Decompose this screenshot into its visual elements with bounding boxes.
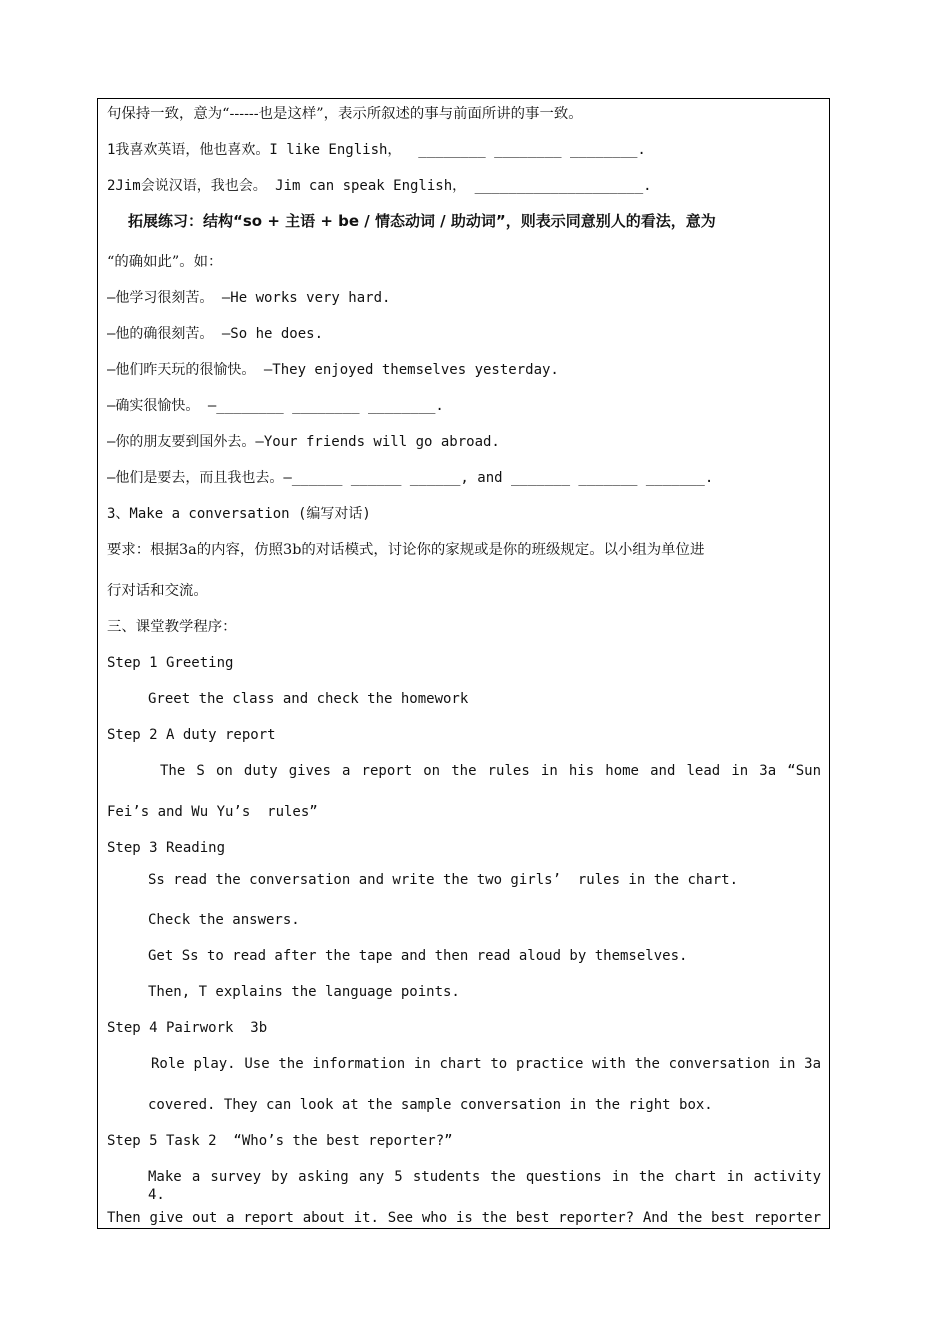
dialogue-line-3: —他们昨天玩的很愉快。 —They enjoyed themselves yesterday. [107, 362, 559, 378]
dialogue-line-4: —确实很愉快。 —________ ________ ________. [107, 398, 444, 414]
step-2-heading: Step 2 A duty report [107, 727, 276, 743]
text-line-3: 2Jim会说汉语，我也会。 Jim can speak English， ____________________. [107, 178, 652, 194]
step-4-text-line-2: covered. They can look at the sample conversation in the right box. [148, 1097, 713, 1113]
text-line-2: 1我喜欢英语，他也喜欢。I like English， ________ ________ ________. [107, 142, 646, 158]
section-heading-conversation: 3、Make a conversation (编写对话) [107, 506, 371, 522]
step-4-heading: Step 4 Pairwork 3b [107, 1020, 268, 1036]
step-5-text-line-2: Then give out a report about it. See who is the best reporter? And the best reporter [107, 1210, 821, 1226]
requirement-line-2: 行对话和交流。 [107, 583, 208, 599]
text-line-5: “的确如此”。如： [107, 254, 223, 270]
dialogue-line-5: —你的朋友要到国外去。—Your friends will go abroad. [107, 434, 500, 450]
step-1-text: Greet the class and check the homework [148, 691, 469, 707]
text-line-extension-heading: 拓展练习：结构“so + 主语 + be / 情态动词 / 助动词”，则表示同意别人的看法，意为 [128, 212, 716, 230]
step-3-text-1: Ss read the conversation and write the two girls’ rules in the chart. [148, 872, 739, 888]
step-5-heading: Step 5 Task 2 “Who’s the best reporter?” [107, 1133, 453, 1149]
step-3-text-2: Check the answers. [148, 912, 300, 928]
dialogue-line-2: —他的确很刻苦。 —So he does. [107, 326, 324, 342]
step-5-text-line-1: Make a survey by asking any 5 students the questions in the chart in activity 4. [148, 1169, 821, 1203]
document-frame [97, 98, 830, 1229]
dialogue-line-6: —他们是要去，而且我也去。—______ ______ ______, and _______ _______ _______. [107, 470, 714, 486]
requirement-line-1: 要求：根据3a的内容，仿照3b的对话模式，讨论你的家规或是你的班级规定。以小组为单位进 [107, 542, 705, 558]
dialogue-line-1: —他学习很刻苦。 —He works very hard. [107, 290, 391, 306]
step-2-text-line-1: The S on duty gives a report on the rules in his home and lead in 3a “Sun [160, 763, 821, 779]
step-2-text-line-2: Fei’s and Wu Yu’s rules” [107, 804, 318, 820]
step-1-heading: Step 1 Greeting [107, 655, 234, 671]
step-3-text-3: Get Ss to read after the tape and then read aloud by themselves. [148, 948, 688, 964]
step-3-text-4: Then, T explains the language points. [148, 984, 460, 1000]
step-4-text-line-1: Role play. Use the information in chart to practice with the conversation in 3a [151, 1056, 821, 1072]
step-3-heading: Step 3 Reading [107, 840, 226, 856]
section-heading-procedure: 三、课堂教学程序： [107, 619, 237, 635]
text-line-1: 句保持一致，意为“------也是这样”，表示所叙述的事与前面所讲的事一致。 [107, 106, 583, 122]
